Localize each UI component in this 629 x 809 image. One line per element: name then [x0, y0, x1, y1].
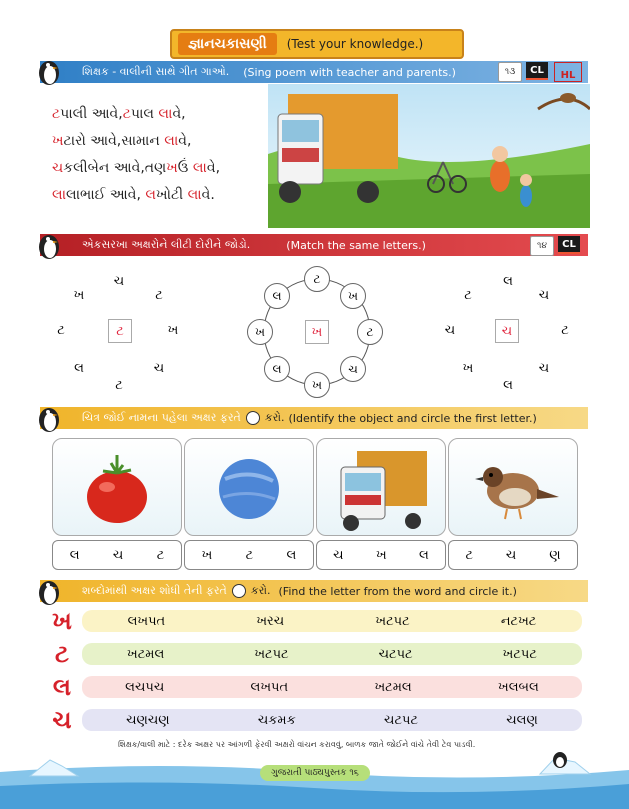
- penguin-icon: [36, 403, 62, 433]
- word-item[interactable]: ચલણ: [506, 712, 538, 728]
- hl-badge: HL: [554, 62, 582, 82]
- section-2-english: (Match the same letters.): [286, 238, 426, 252]
- poem-line-1: ટપાલી આવે,ટપાલ લાવે,: [52, 106, 186, 122]
- word-item[interactable]: ખલબલ: [498, 679, 539, 695]
- planet-image-box: [184, 438, 314, 536]
- match-letter[interactable]: ચ: [153, 360, 165, 376]
- row-key-letter: ટ: [55, 640, 69, 668]
- match-letter[interactable]: ટ: [57, 322, 65, 338]
- word-row: [42, 608, 582, 634]
- option-letter[interactable]: ટ: [465, 547, 474, 563]
- match-letter[interactable]: ટ: [115, 377, 123, 393]
- page-title: [170, 29, 464, 59]
- option-letter[interactable]: ટ: [156, 547, 165, 563]
- match-letter[interactable]: ખ: [73, 287, 85, 303]
- section-4-english: (Find the letter from the word and circle it.): [278, 584, 517, 598]
- tomato-options: [52, 540, 182, 570]
- match-letter[interactable]: ખ: [167, 322, 179, 338]
- option-letter[interactable]: લ: [418, 547, 429, 563]
- row-key-letter: ચ: [52, 706, 72, 734]
- penguin-icon: [36, 230, 62, 260]
- word-item[interactable]: લચપચ: [125, 679, 165, 695]
- match-letter[interactable]: લ: [264, 356, 290, 382]
- penguin-icon: [36, 576, 62, 606]
- word-row: [42, 674, 582, 700]
- option-letter[interactable]: ચ: [333, 547, 344, 563]
- word-item[interactable]: ચણચણ: [126, 712, 170, 728]
- match-letter[interactable]: ચ: [538, 360, 550, 376]
- word-row: [42, 641, 582, 667]
- option-letter[interactable]: ણ: [549, 547, 561, 563]
- row-key-letter: લ: [52, 673, 72, 701]
- section-3-gujarati: ચિત્ર જોઈ નામના પહેલા અક્ષર ફરતે: [82, 411, 241, 424]
- word-item[interactable]: નટખટ: [500, 613, 537, 629]
- section-3-gujarati-2: કરો.: [264, 411, 285, 424]
- truck-icon: [317, 439, 445, 535]
- match-letter[interactable]: ચ: [113, 273, 125, 289]
- match-letter[interactable]: ટ: [155, 287, 163, 303]
- match-letter[interactable]: ટ: [357, 319, 383, 345]
- cl-badge: CL: [558, 236, 580, 254]
- penguin-icon: [36, 56, 62, 86]
- word-item[interactable]: ચટપટ: [384, 712, 419, 728]
- section-3-english: (Identify the object and circle the first letter.): [288, 411, 537, 425]
- match-letter[interactable]: ટ: [464, 287, 472, 303]
- sparrow-icon: [449, 439, 577, 535]
- match-center-letter: ખ: [305, 320, 329, 344]
- match-letter[interactable]: ટ: [304, 266, 330, 292]
- truck-scene-image: [268, 84, 590, 228]
- word-item[interactable]: ખટમલ: [127, 646, 165, 662]
- option-letter[interactable]: ચ: [505, 547, 517, 563]
- option-letter[interactable]: ખ: [375, 547, 387, 563]
- page-ref-badge: ૧૩: [498, 62, 522, 82]
- tomato-icon: [53, 439, 181, 535]
- word-item[interactable]: ચકમક: [257, 712, 296, 728]
- word-item[interactable]: લખપત: [250, 679, 289, 695]
- match-letter[interactable]: ટ: [561, 322, 569, 338]
- match-letter[interactable]: ચ: [444, 322, 456, 338]
- planet-options: [184, 540, 314, 570]
- truck-image-box: [316, 438, 446, 536]
- circle-symbol-icon: [246, 411, 260, 425]
- match-letter[interactable]: ખ: [340, 283, 366, 309]
- footer-note: શિક્ષક/વાલી માટે : દરેક અક્ષર પર આંગળી ફેરવી અક્ષરો વાંચન કરાવવું, બાળક જાતે જોઈને વાંચે તેવી ટેવ પાડવી.: [118, 740, 476, 749]
- planet-icon: [185, 439, 313, 535]
- match-letter[interactable]: લ: [74, 360, 84, 376]
- sparrow-image-box: [448, 438, 578, 536]
- word-item[interactable]: ખટપટ: [375, 613, 410, 629]
- row-words: [82, 676, 582, 698]
- option-letter[interactable]: ટ: [245, 547, 254, 563]
- match-letter[interactable]: લ: [503, 273, 513, 289]
- section-4-header: [40, 580, 588, 602]
- row-words: [82, 643, 582, 665]
- word-item[interactable]: ખટપટ: [502, 646, 537, 662]
- poem-line-2: ખટારો આવે,સામાન લાવે,: [52, 133, 192, 149]
- section-4-gujarati-2: કરો.: [250, 584, 271, 597]
- match-letter[interactable]: ખ: [462, 360, 474, 376]
- option-letter[interactable]: લ: [69, 547, 80, 563]
- truck-options: [316, 540, 446, 570]
- title-english: (Test your knowledge.): [286, 37, 424, 51]
- match-letter[interactable]: ચ: [340, 356, 366, 382]
- word-item[interactable]: ખરચ: [256, 613, 285, 629]
- row-key-letter: ખ: [52, 607, 72, 635]
- cl-badge: CL: [526, 62, 548, 80]
- tomato-image-box: [52, 438, 182, 536]
- match-letter[interactable]: લ: [264, 283, 290, 309]
- word-item[interactable]: લખપત: [127, 613, 166, 629]
- section-2-header: [40, 234, 588, 256]
- word-item[interactable]: ચટપટ: [378, 646, 413, 662]
- section-1-english: (Sing poem with teacher and parents.): [243, 65, 456, 79]
- word-item[interactable]: ખટપટ: [254, 646, 289, 662]
- section-4-gujarati: શબ્દોમાંથી અક્ષર શોધી તેની ફરતે: [82, 584, 227, 597]
- match-letter[interactable]: ખ: [247, 319, 273, 345]
- row-words: [82, 709, 582, 731]
- match-letter[interactable]: લ: [503, 377, 513, 393]
- match-letter[interactable]: ચ: [538, 287, 550, 303]
- word-row: [42, 707, 582, 733]
- section-2-gujarati: એકસરખા અક્ષરોને લીટી દોરીને જોડો.: [82, 238, 251, 251]
- match-center-letter: ટ: [108, 319, 132, 343]
- row-words: [82, 610, 582, 632]
- poem-line-4: લાલાભાઈ આવે, લખોટી લાવે.: [52, 187, 215, 203]
- page-number-badge: ગુજરાતી પાઠ્યપુસ્તક ૧૬: [260, 765, 370, 781]
- section-1-gujarati: શિક્ષક - વાલીની સાથે ગીત ગાઓ.: [82, 65, 230, 78]
- sparrow-options: [448, 540, 578, 570]
- page-ref-badge: ૧૪: [530, 236, 554, 256]
- match-center-letter: ચ: [495, 319, 519, 343]
- option-letter[interactable]: ખ: [201, 547, 213, 563]
- section-3-header: [40, 407, 588, 429]
- match-letter[interactable]: ખ: [304, 372, 330, 398]
- option-letter[interactable]: લ: [286, 547, 297, 563]
- word-item[interactable]: ખટમલ: [374, 679, 412, 695]
- option-letter[interactable]: ચ: [112, 547, 124, 563]
- title-gujarati: જ્ઞાનચકાસણી: [178, 33, 277, 55]
- poem-line-3: ચકલીબેન આવે,તણખઉં લાવે,: [52, 160, 221, 176]
- circle-symbol-icon: [232, 584, 246, 598]
